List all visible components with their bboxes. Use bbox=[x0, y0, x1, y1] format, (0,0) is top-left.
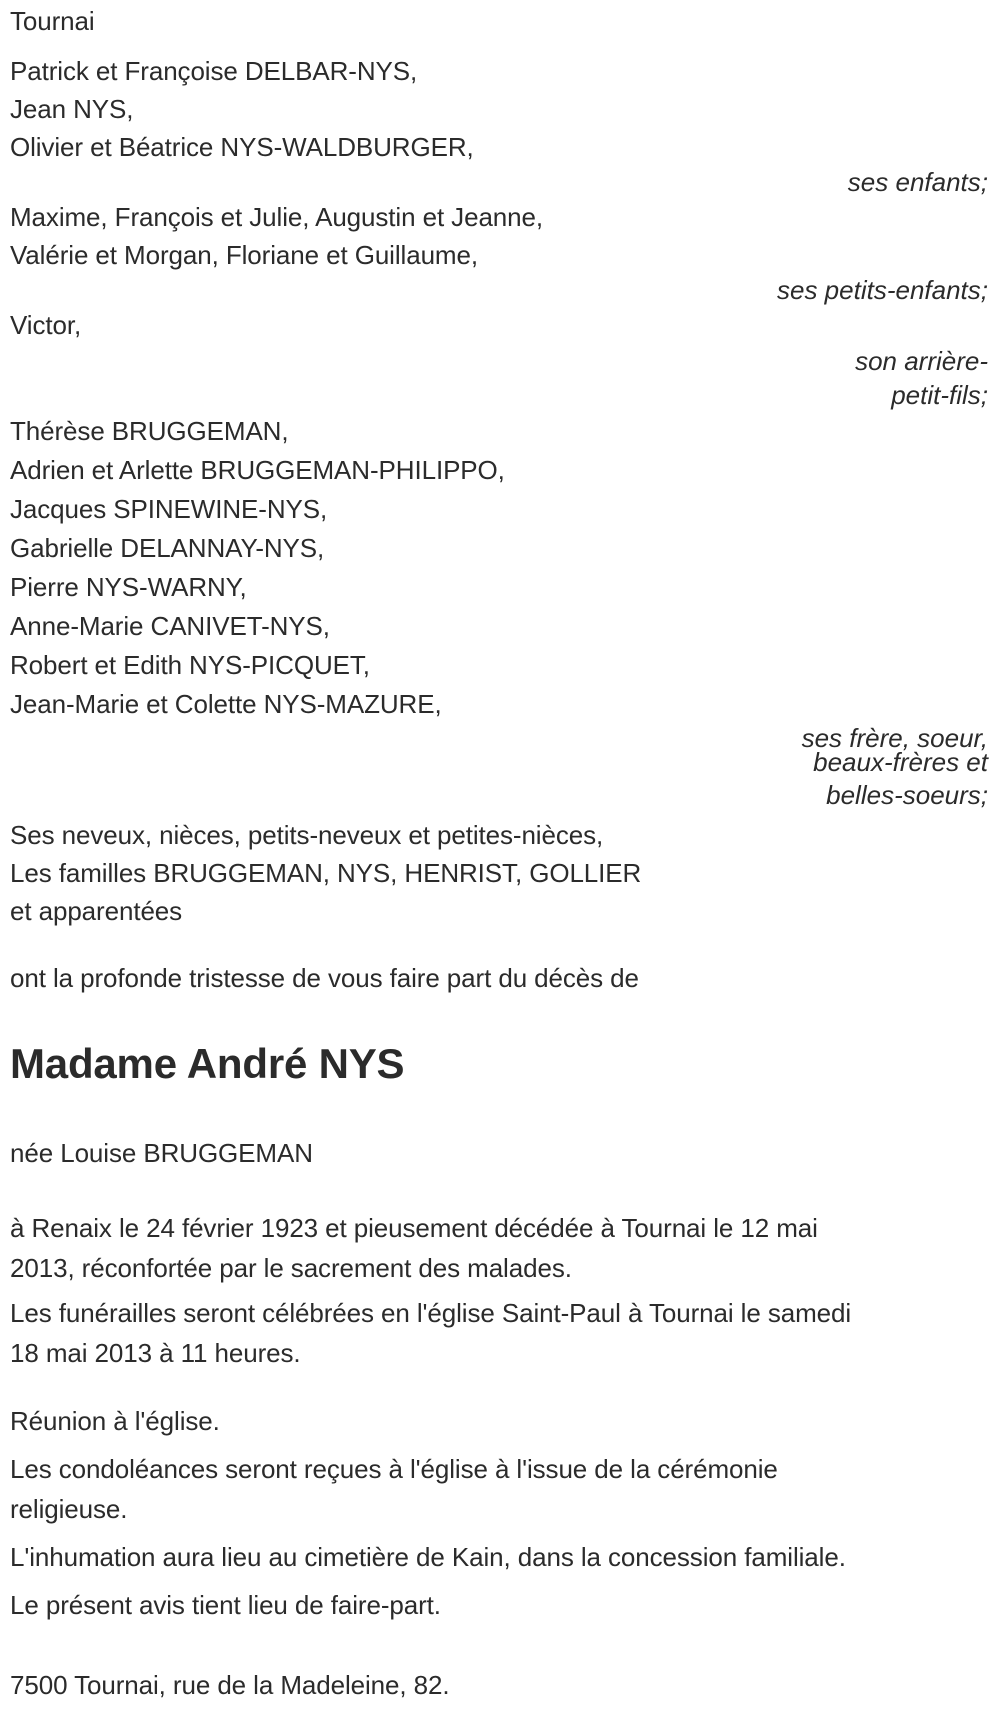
grandchildren-name: Maxime, François et Julie, Augustin et Jeanne, bbox=[10, 202, 544, 232]
deceased-name-title: Madame André NYS bbox=[10, 1040, 405, 1087]
condolences-line: Les condoléances seront reçues à l'église à l'issue de la cérémonie bbox=[10, 1454, 778, 1484]
siblings-relation-label bbox=[10, 723, 988, 777]
legal-notice-line: Le présent avis tient lieu de faire-part. bbox=[10, 1590, 441, 1620]
city-line: Tournai bbox=[10, 6, 95, 36]
sibling-name: Pierre NYS-WARNY, bbox=[10, 572, 247, 602]
meeting-line: Réunion à l'église. bbox=[10, 1406, 220, 1436]
maiden-name-line: née Louise BRUGGEMAN bbox=[10, 1138, 313, 1168]
funeral-line: Les funérailles seront célébrées en l'église Saint-Paul à Tournai le samedi bbox=[10, 1298, 852, 1328]
relatives-line: Ses neveux, nièces, petits-neveux et petites-nièces, bbox=[10, 820, 604, 850]
sibling-name: Gabrielle DELANNAY-NYS, bbox=[10, 533, 325, 563]
condolences-paragraph bbox=[10, 1449, 988, 1529]
siblings-names-group bbox=[10, 412, 988, 724]
siblings-relation-label-line: belles-soeurs; bbox=[826, 780, 988, 810]
great-grandchild-name: Victor, bbox=[10, 310, 82, 340]
sibling-name: Thérèse BRUGGEMAN, bbox=[10, 416, 289, 446]
children-names-group bbox=[10, 52, 988, 166]
great-grandchild-relation-label-line: son arrière- bbox=[855, 346, 988, 376]
burial-line: L'inhumation aura lieu au cimetière de Kain, dans la concession familiale. bbox=[10, 1542, 846, 1572]
address-line: 7500 Tournai, rue de la Madeleine, 82. bbox=[10, 1670, 450, 1700]
children-relation-label: ses enfants; bbox=[847, 167, 988, 197]
birth-death-paragraph bbox=[10, 1208, 988, 1288]
funeral-line: 18 mai 2013 à 11 heures. bbox=[10, 1338, 301, 1368]
grandchildren-names-group bbox=[10, 198, 988, 274]
children-name: Patrick et Françoise DELBAR-NYS, bbox=[10, 56, 418, 86]
relatives-line: et apparentées bbox=[10, 896, 183, 926]
sibling-name: Adrien et Arlette BRUGGEMAN-PHILIPPO, bbox=[10, 455, 505, 485]
sibling-name: Jacques SPINEWINE-NYS, bbox=[10, 494, 328, 524]
intro-line: ont la profonde tristesse de vous faire part du décès de bbox=[10, 963, 639, 993]
sibling-name: Robert et Edith NYS-PICQUET, bbox=[10, 650, 370, 680]
children-name: Olivier et Béatrice NYS-WALDBURGER, bbox=[10, 132, 474, 162]
great-grandchild-relation-label bbox=[10, 344, 988, 412]
grandchildren-name: Valérie et Morgan, Floriane et Guillaume, bbox=[10, 240, 478, 270]
sibling-name: Anne-Marie CANIVET-NYS, bbox=[10, 611, 330, 641]
birth-death-line: 2013, réconfortée par le sacrement des malades. bbox=[10, 1253, 572, 1283]
condolences-line: religieuse. bbox=[10, 1494, 128, 1524]
siblings-relation-label-line: ses frère, soeur, bbox=[801, 723, 988, 753]
birth-death-line: à Renaix le 24 février 1923 et pieusement décédée à Tournai le 12 mai bbox=[10, 1213, 818, 1243]
grandchildren-relation-label: ses petits-enfants; bbox=[777, 275, 988, 305]
relatives-group bbox=[10, 816, 988, 930]
funeral-paragraph bbox=[10, 1293, 988, 1373]
relatives-line: Les familles BRUGGEMAN, NYS, HENRIST, GOLLIER bbox=[10, 858, 642, 888]
siblings-relation-label-line: beaux-frères et bbox=[813, 747, 988, 777]
sibling-name: Jean-Marie et Colette NYS-MAZURE, bbox=[10, 689, 442, 719]
great-grandchild-relation-label-line: petit-fils; bbox=[891, 380, 988, 410]
children-name: Jean NYS, bbox=[10, 94, 134, 124]
